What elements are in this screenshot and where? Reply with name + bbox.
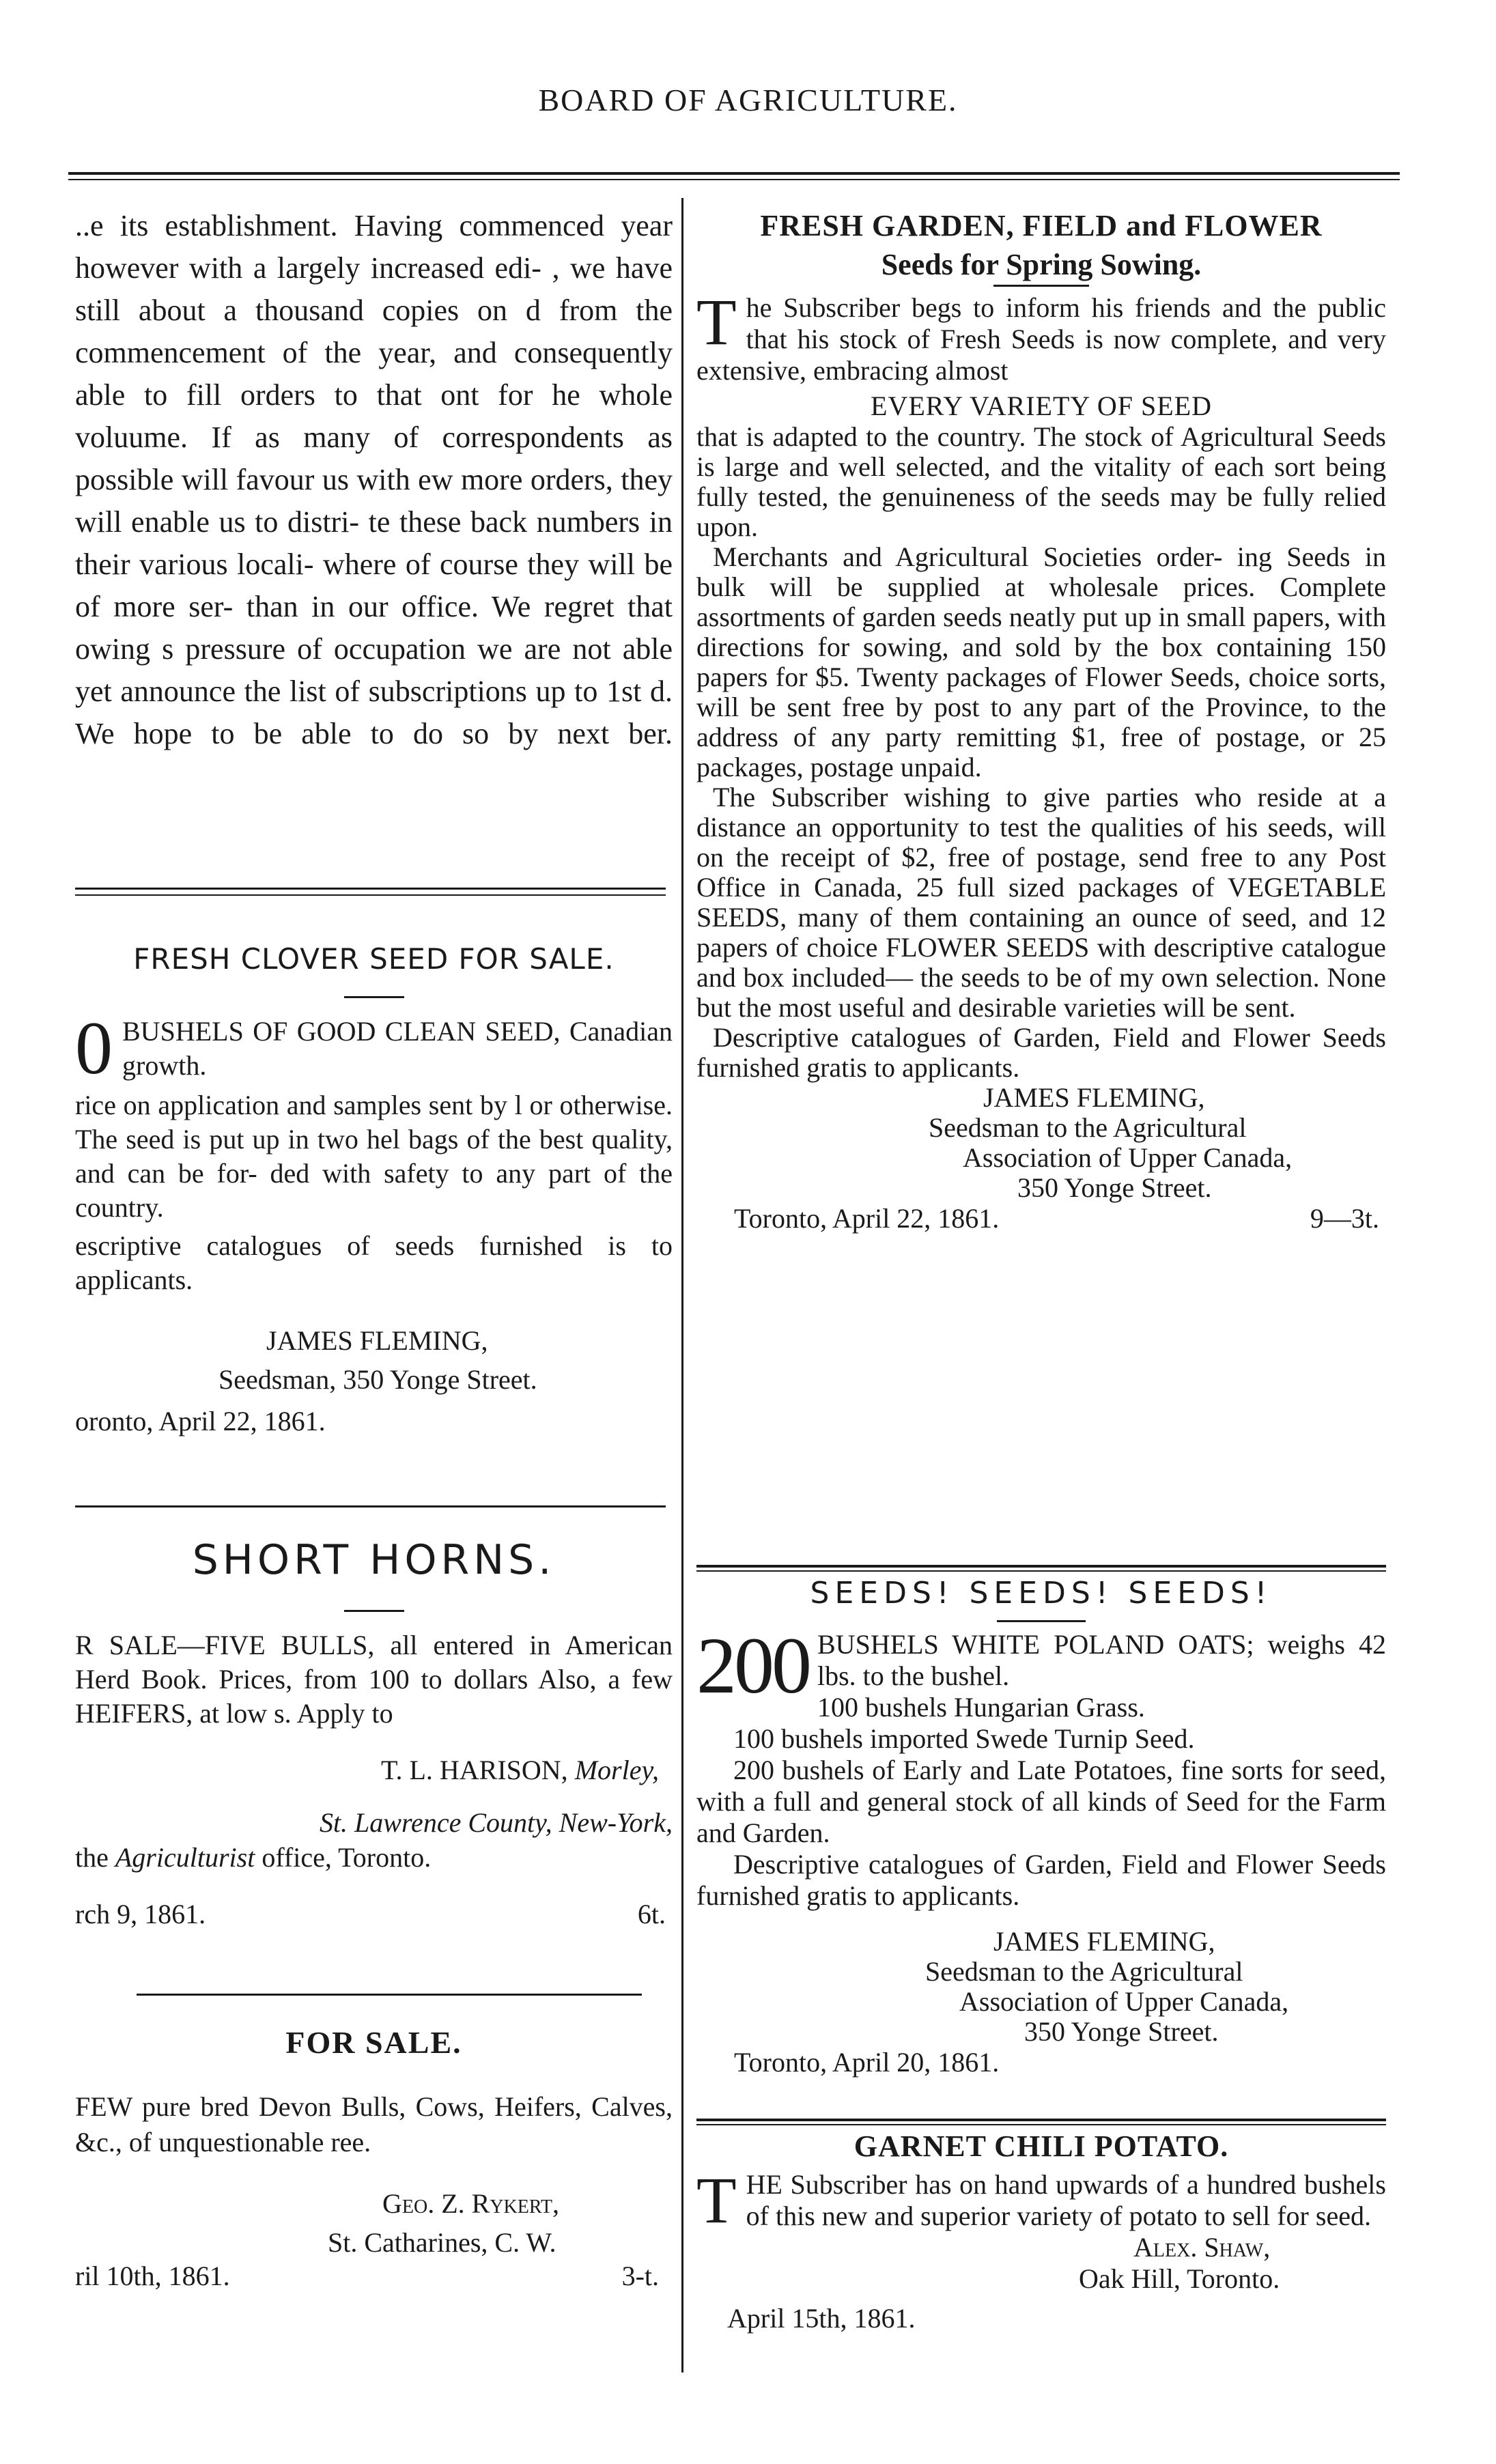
forsale-signer: Geo. Z. Rykert, — [382, 2188, 559, 2219]
clover-text: rice on application and samples sent by l or otherwise. The seed is put up in two hel bags of the best quality, and can be for- ded with safety to any part of the country. — [75, 1090, 673, 1223]
seeds-sig3: Association of Upper Canada, — [959, 1986, 1289, 2017]
garnet-body-text: HE Subscriber has on hand upwards of a hundred bushels of this new and superior variety of potato to sell for seed. — [746, 2169, 1386, 2231]
shorthorns-heading-rule — [344, 1610, 404, 1612]
clover-heading: FRESH CLOVER SEED FOR SALE. — [133, 942, 615, 976]
header-rule-thin — [68, 179, 1400, 180]
shorthorns-insertions: 6t. — [637, 1899, 666, 1929]
shorthorns-office-pre: the — [75, 1842, 109, 1873]
clover-lead: BUSHELS OF GOOD CLEAN SEED, Canadian growth. — [122, 1016, 673, 1081]
garden-signer: JAMES FLEMING, — [983, 1082, 1205, 1113]
seeds-line2: 100 bushels Hungarian Grass. — [817, 1692, 1145, 1723]
garnet-dropcap: T — [696, 2164, 737, 2237]
shorthorns-heading: SHORT HORNS. — [192, 1536, 556, 1584]
forsale-ad — [75, 2024, 673, 2292]
shorthorns-office-post: office, Toronto. — [262, 1842, 432, 1873]
seeds-sig4: 350 Yonge Street. — [1024, 2016, 1219, 2047]
seeds-dropcap: 200 — [696, 1621, 809, 1710]
forsale-heading: FOR SALE. — [285, 2025, 462, 2060]
garnet-heading: GARNET CHILI POTATO. — [853, 2129, 1229, 2163]
shorthorns-ad — [75, 1536, 673, 1930]
seeds-signer: JAMES FLEMING, — [993, 1926, 1215, 1957]
forsale-place: St. Catharines, C. W. — [328, 2227, 556, 2258]
forsale-date-row — [75, 2260, 673, 2292]
seeds-sig2: Seedsman to the Agricultural — [925, 1956, 1243, 1987]
clover-dropcap: 0 — [75, 1006, 113, 1090]
left-column — [75, 205, 673, 755]
left-divider-2 — [75, 1505, 666, 1507]
left-divider-1 — [75, 888, 666, 890]
clover-heading-rule — [344, 996, 404, 998]
left-divider-1b — [75, 894, 666, 896]
garden-p5: Descriptive catalogues of Garden, Field and Flower Seeds furnished gratis to applicants. — [696, 1022, 1386, 1083]
header-rule — [68, 172, 1400, 175]
garden-p1-text: he Subscriber begs to inform his friends and the public that his stock of Fresh Seeds is now complete, and very extensive, embracing almost — [696, 292, 1386, 386]
shorthorns-signer-line — [75, 1754, 673, 1786]
shorthorns-office — [75, 1841, 673, 1873]
garden-sig2: Seedsman to the Agricultural — [929, 1112, 1247, 1143]
clover-catalogues: escriptive catalogues of seeds furnished is to applicants. — [75, 1230, 673, 1295]
left-divider-3 — [137, 1994, 642, 1996]
garden-heading-1: FRESH GARDEN, FIELD and FLOWER — [760, 209, 1323, 242]
garden-dropcap: T — [696, 285, 737, 358]
shorthorns-date-row — [75, 1898, 673, 1930]
seeds-heading: SEEDS! SEEDS! SEEDS! — [810, 1576, 1273, 1611]
seeds-line5: Descriptive catalogues of Garden, Field and Flower Seeds furnished gratis to applicants. — [696, 1849, 1386, 1911]
garden-every-variety: EVERY VARIETY OF SEED — [871, 391, 1212, 421]
garnet-place: Oak Hill, Toronto. — [1079, 2263, 1280, 2294]
garden-date-row — [696, 1203, 1386, 1234]
garden-p2: that is adapted to the country. The stock of Agricultural Seeds is large and well selected, and the vitality of each sort being fully tested, the genuineness of the seeds may be fully relied upon. — [696, 421, 1386, 542]
garden-sig4: 350 Yonge Street. — [1017, 1172, 1212, 1203]
shorthorns-office-ital: Agriculturist — [115, 1842, 255, 1873]
right-divider-1 — [696, 1565, 1386, 1568]
right-divider-2b — [696, 2124, 1386, 2125]
garden-dateline: Toronto, April 22, 1861. — [734, 1203, 1000, 1234]
seeds-ad — [696, 1576, 1386, 2078]
clover-signer-title: Seedsman, 350 Yonge Street. — [218, 1364, 537, 1395]
seeds-heading-rule — [997, 1620, 1086, 1622]
seeds-line4: 200 bushels of Early and Late Potatoes, fine sorts for seed, with a full and general stock of all kinds of Seed for the Farm and Garden. — [696, 1755, 1386, 1848]
garden-heading-2: Seeds for Spring Sowing. — [881, 248, 1202, 281]
garnet-signer: Alex. Shaw, — [1133, 2232, 1271, 2263]
clover-ad — [75, 942, 673, 1437]
right-divider-2 — [696, 2119, 1386, 2121]
garden-p4: The Subscriber wishing to give parties who reside at a distance an opportunity to test the qualities of his seeds, will on the receipt of $2, free of postage, send free to any Post Office in Canada, 25 full sized packages of VEGETABLE SEEDS, many of them containing an ounce of seed, and 12 papers of choice FLOWER SEEDS with descriptive catalogue and box included— the seeds to be of my own selection. None but the most useful and desirable varieties will be sent. — [696, 782, 1386, 1023]
clover-signer: JAMES FLEMING, — [266, 1325, 488, 1356]
column-divider — [681, 198, 683, 2373]
garnet-ad — [696, 2129, 1386, 2334]
garden-ad — [696, 208, 1386, 1234]
running-head: BOARD OF AGRICULTURE. — [538, 83, 958, 117]
shorthorns-dateline: rch 9, 1861. — [75, 1899, 206, 1929]
clover-dateline: oronto, April 22, 1861. — [75, 1406, 326, 1436]
forsale-dateline: ril 10th, 1861. — [75, 2261, 230, 2291]
seeds-dateline: Toronto, April 20, 1861. — [734, 2047, 1000, 2078]
garnet-body — [696, 2164, 1386, 2237]
shorthorns-signer: T. L. HARISON, — [380, 1755, 568, 1785]
garden-p3: Merchants and Agricultural Societies order- ing Seeds in bulk will be supplied at wholesale prices. Complete assortments of garden seeds neatly put up in small papers, with directions for sowing, and sold by the box containing 150 papers for $5. Twenty packages of Flower Seeds, choice sorts, will be sent free by post to any part of the Province, to the address of any party remitting $1, free of postage, or 25 packages, postage unpaid. — [696, 541, 1386, 782]
garden-heading-rule — [993, 285, 1089, 287]
garden-insertions: 9—3t. — [1310, 1203, 1379, 1234]
editorial-paragraph: ..e its establishment. Having commenced year however with a largely increased edi- , we have still about a thousand copies on d from the commencement of the year, and consequently able to fill orders to that ont for he whole voluume. If as many of correspondents as possible will favour us with ew more orders, they will enable us to distri- te these back numbers in their various locali- where of course they will be of more ser- than in our office. We regret that owing s pressure of occupation we are not able yet announce the list of subscriptions up to 1st d. We hope to be able to do so by next ber. — [75, 209, 673, 750]
seeds-line3: 100 bushels imported Swede Turnip Seed. — [733, 1723, 1195, 1754]
seeds-lead-text: BUSHELS WHITE POLAND OATS; weighs 42 lbs. to the bushel. — [817, 1629, 1386, 1691]
right-divider-1b — [696, 1570, 1386, 1572]
shorthorns-body: R SALE—FIVE BULLS, all entered in American Herd Book. Prices, from 100 to dollars Also, a few HEIFERS, at low s. Apply to — [75, 1630, 673, 1729]
clover-body — [75, 1006, 673, 1090]
garden-p1 — [696, 285, 1386, 386]
forsale-insertions: 3-t. — [621, 2261, 659, 2291]
forsale-body: FEW pure bred Devon Bulls, Cows, Heifers, Calves, &c., of unquestionable ree. — [75, 2091, 673, 2157]
shorthorns-county: St. Lawrence County, New-York, — [319, 1807, 673, 1838]
garden-sig3: Association of Upper Canada, — [963, 1142, 1293, 1173]
garnet-dateline: April 15th, 1861. — [727, 2303, 916, 2334]
shorthorns-signer-place: Morley, — [574, 1755, 659, 1785]
